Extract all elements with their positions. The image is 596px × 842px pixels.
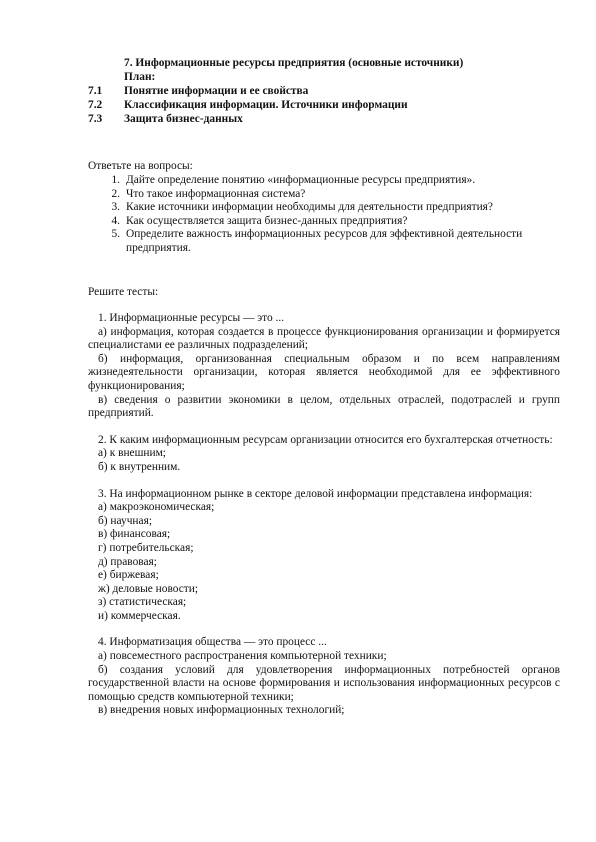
test-item bbox=[88, 488, 560, 624]
test-option: б) научная; bbox=[98, 514, 152, 527]
spacer bbox=[88, 475, 560, 488]
question-text: Как осуществляется защита бизнес-данных предприятия? bbox=[126, 214, 408, 227]
test-option: б) информация, организованная специальным образом и по всем направлениям жизнедеятельности организации, которая является необходимой для ее эффективного функционирования; bbox=[88, 352, 560, 392]
test-option: и) коммерческая. bbox=[98, 609, 181, 622]
test-question: 3. На информационном рынке в секторе деловой информации представлена информация: bbox=[98, 487, 533, 500]
test-option: б) создания условий для удовлетворения информационных потребностей органов государственной власти на основе формирования и использования информационных ресурсов с помощью средств компьютерной техники; bbox=[88, 663, 560, 703]
question-number: 5. bbox=[111, 228, 120, 241]
plan-item-number: 7.3 bbox=[88, 113, 103, 125]
plan-item-text: Понятие информации и ее свойства bbox=[124, 85, 309, 97]
questions-heading: Ответьте на вопросы: bbox=[88, 160, 193, 172]
test-option: ж) деловые новости; bbox=[98, 582, 199, 595]
tests-section bbox=[88, 312, 560, 718]
test-option: б) к внутренним. bbox=[98, 460, 181, 473]
questions-list bbox=[88, 174, 558, 256]
plan-item-number: 7.2 bbox=[88, 99, 103, 111]
test-option: в) внедрения новых информационных технологий; bbox=[98, 704, 345, 717]
test-option: а) к внешним; bbox=[98, 447, 166, 460]
question-item bbox=[88, 201, 558, 215]
question-item bbox=[88, 174, 558, 188]
test-option: д) правовая; bbox=[98, 555, 157, 568]
test-option: а) информация, которая создается в процессе функционирования организации и формируется специалистами ее различных подразделений; bbox=[88, 325, 560, 352]
plan-label: План: bbox=[124, 71, 156, 83]
test-question: 4. Информатизация общества — это процесс ... bbox=[98, 636, 327, 649]
question-number: 1. bbox=[111, 174, 120, 186]
test-item bbox=[88, 312, 560, 421]
question-number: 4. bbox=[111, 214, 120, 227]
tests-heading: Решите тесты: bbox=[88, 286, 159, 298]
plan-item-text: Классификация информации. Источники информации bbox=[124, 99, 408, 111]
test-item bbox=[88, 636, 560, 718]
lesson-header bbox=[88, 57, 558, 127]
test-option: а) повсеместного распространения компьютерной техники; bbox=[98, 650, 387, 663]
test-option: а) макроэкономическая; bbox=[98, 501, 215, 514]
question-text: Что такое информационная система? bbox=[126, 187, 306, 200]
question-text: Какие источники информации необходимы для деятельности предприятия? bbox=[126, 201, 493, 214]
question-number: 2. bbox=[111, 187, 120, 200]
lesson-title: 7. Информационные ресурсы предприятия (основные источники) bbox=[124, 57, 464, 69]
plan-item bbox=[88, 85, 558, 99]
test-option: з) статистическая; bbox=[98, 596, 187, 609]
question-text: Дайте определение понятию «информационные ресурсы предприятия». bbox=[126, 174, 476, 186]
test-option: г) потребительская; bbox=[98, 541, 194, 554]
test-option: в) сведения о развитии экономики в целом, отдельных отраслей, подотраслей и групп предприятий. bbox=[88, 393, 560, 420]
question-text: Определите важность информационных ресурсов для эффективной деятельности предприятия. bbox=[126, 228, 523, 254]
spacer bbox=[88, 421, 560, 434]
test-item bbox=[88, 434, 560, 475]
test-question: 1. Информационные ресурсы — это ... bbox=[98, 312, 285, 324]
test-option: е) биржевая; bbox=[98, 569, 159, 582]
plan-item bbox=[88, 113, 558, 127]
plan-item-number: 7.1 bbox=[88, 85, 103, 97]
question-item bbox=[88, 215, 558, 229]
spacer bbox=[88, 623, 560, 636]
question-number: 3. bbox=[111, 201, 120, 214]
question-item bbox=[88, 188, 558, 202]
plan-item-text: Защита бизнес-данных bbox=[124, 113, 243, 125]
test-question: 2. К каким информационным ресурсам организации относится его бухгалтерская отчетность: bbox=[98, 433, 553, 446]
question-item bbox=[88, 228, 558, 255]
plan-item bbox=[88, 99, 558, 113]
test-option: в) финансовая; bbox=[98, 528, 171, 541]
